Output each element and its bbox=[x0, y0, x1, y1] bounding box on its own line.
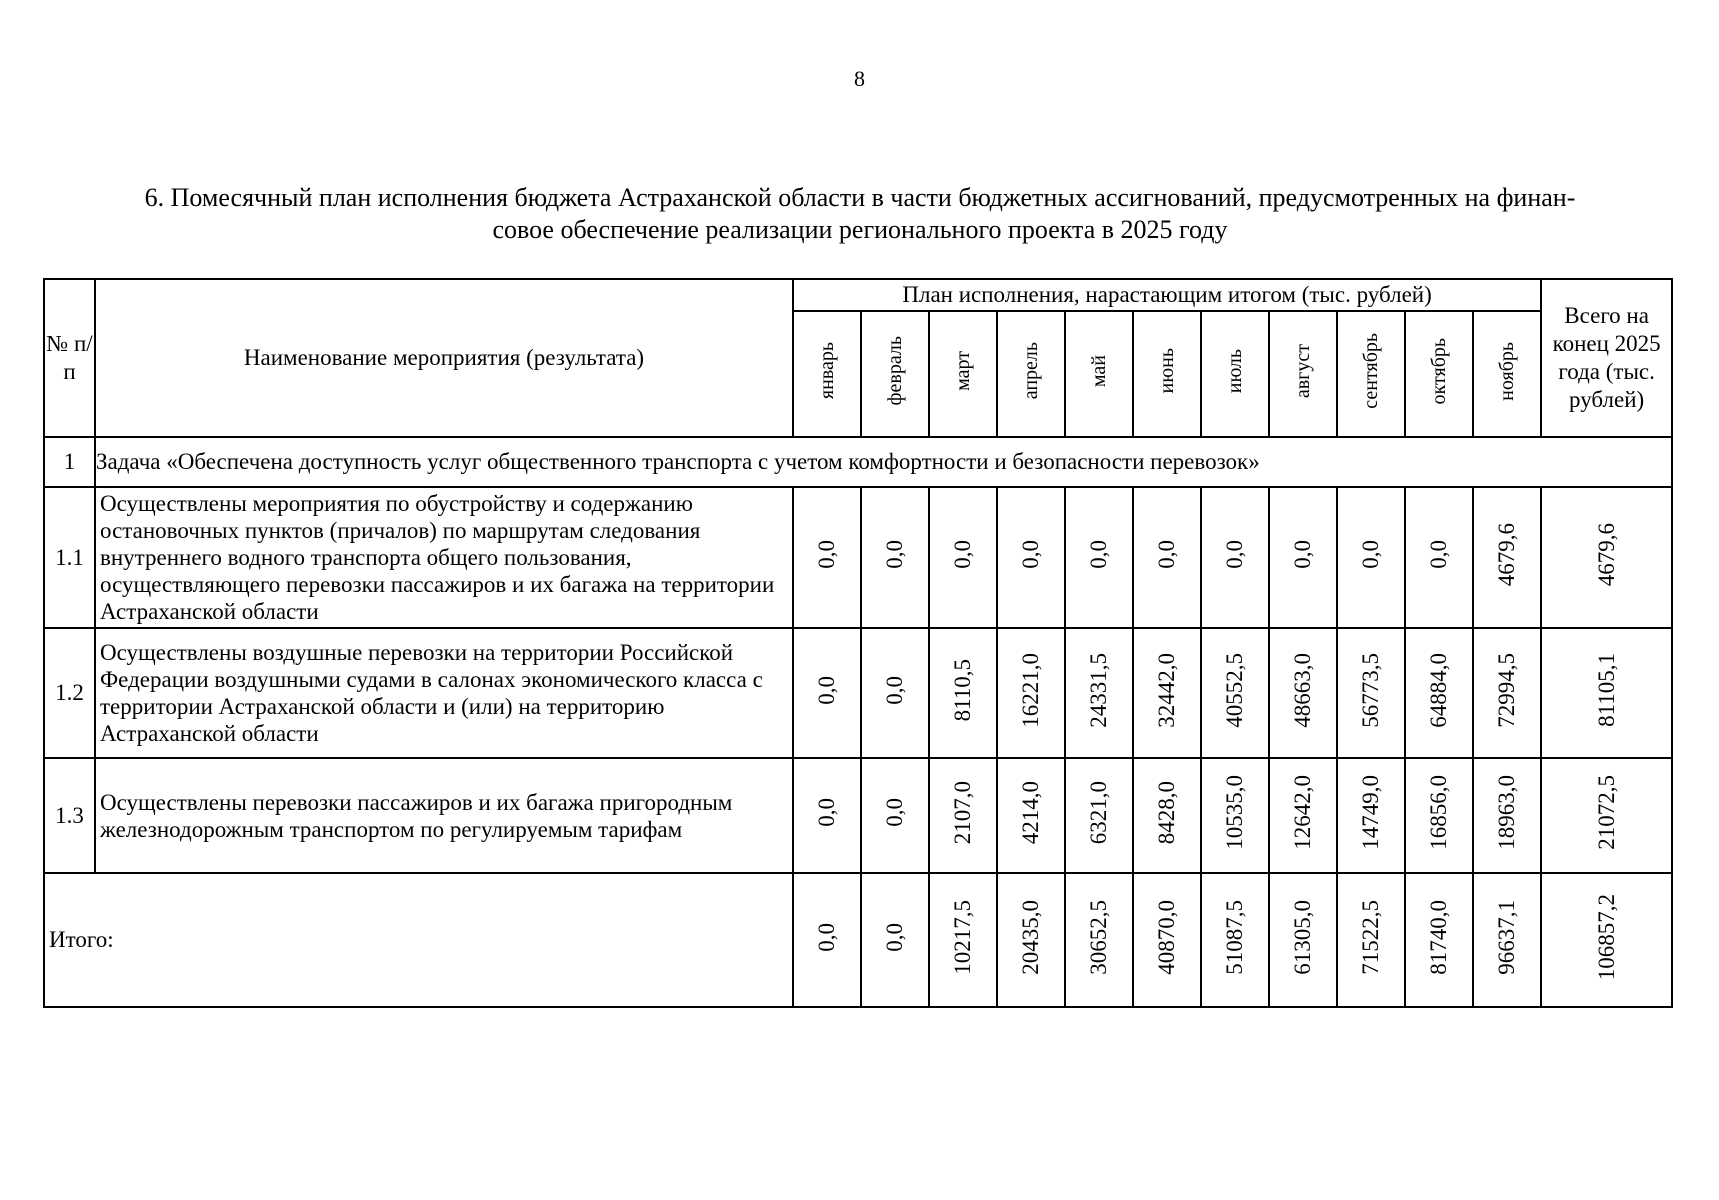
budget-table bbox=[43, 278, 1673, 1008]
value-cell: 14749,0 bbox=[1337, 758, 1405, 873]
month-header: январь bbox=[793, 311, 861, 437]
value-cell: 8110,5 bbox=[929, 628, 997, 758]
value-cell: 16856,0 bbox=[1405, 758, 1473, 873]
value-cell: 18963,0 bbox=[1473, 758, 1541, 873]
row-total: 21072,5 bbox=[1541, 758, 1672, 873]
month-header: июль bbox=[1201, 311, 1269, 437]
header-plan: План исполнения, нарастающим итогом (тыс. рублей) bbox=[793, 279, 1541, 311]
row-name: Осуществлены воздушные перевозки на территории Российской Федерации воздушными судами в салонах экономического класса с территории Астраханской области и (или) на территорию Астраханской области bbox=[95, 628, 793, 758]
month-header: май bbox=[1065, 311, 1133, 437]
row-num: 1.3 bbox=[44, 758, 95, 873]
value-cell: 0,0 bbox=[1201, 487, 1269, 628]
value-cell: 72994,5 bbox=[1473, 628, 1541, 758]
page-number: 8 bbox=[854, 66, 865, 91]
summary-value-cell: 10217,5 bbox=[929, 873, 997, 1007]
summary-value-cell: 0,0 bbox=[861, 873, 929, 1007]
header-total: Всего на конец 2025 года (тыс. рублей) bbox=[1541, 279, 1672, 437]
month-header: август bbox=[1269, 311, 1337, 437]
value-cell: 64884,0 bbox=[1405, 628, 1473, 758]
title-line-1: 6. Помесячный план исполнения бюджета Астраханской области в части бюджетных ассигнований, предусмотренных на финан- bbox=[144, 183, 1576, 212]
row-name: Осуществлены мероприятия по обустройству и содержанию остановочных пунктов (причалов) по маршрутам следования внутреннего водного транспорта общего пользования, осуществляющего перевозки пассажиров и их багажа на территории Астраханской области bbox=[95, 487, 793, 628]
summary-value-cell: 96637,1 bbox=[1473, 873, 1541, 1007]
value-cell: 0,0 bbox=[997, 487, 1065, 628]
value-cell: 0,0 bbox=[1405, 487, 1473, 628]
table-row bbox=[44, 758, 1672, 873]
value-cell: 2107,0 bbox=[929, 758, 997, 873]
summary-label: Итого: bbox=[44, 873, 793, 1007]
value-cell: 0,0 bbox=[1337, 487, 1405, 628]
row-total: 81105,1 bbox=[1541, 628, 1672, 758]
value-cell: 0,0 bbox=[929, 487, 997, 628]
task-num: 1 bbox=[44, 437, 95, 487]
summary-value-cell: 30652,5 bbox=[1065, 873, 1133, 1007]
header-num: № п/п bbox=[44, 279, 95, 437]
value-cell: 48663,0 bbox=[1269, 628, 1337, 758]
row-num: 1.2 bbox=[44, 628, 95, 758]
value-cell: 0,0 bbox=[861, 487, 929, 628]
value-cell: 56773,5 bbox=[1337, 628, 1405, 758]
value-cell: 4214,0 bbox=[997, 758, 1065, 873]
value-cell: 40552,5 bbox=[1201, 628, 1269, 758]
summary-value-cell: 61305,0 bbox=[1269, 873, 1337, 1007]
summary-row bbox=[44, 873, 1672, 1007]
title-line-2: совое обеспечение реализации регионального проекта в 2025 году bbox=[492, 215, 1228, 244]
value-cell: 24331,5 bbox=[1065, 628, 1133, 758]
value-cell: 16221,0 bbox=[997, 628, 1065, 758]
month-header: ноябрь bbox=[1473, 311, 1541, 437]
month-header: март bbox=[929, 311, 997, 437]
month-header: февраль bbox=[861, 311, 929, 437]
value-cell: 0,0 bbox=[793, 487, 861, 628]
value-cell: 10535,0 bbox=[1201, 758, 1269, 873]
task-text: Задача «Обеспечена доступность услуг общественного транспорта с учетом комфортности и безопасности перевозок» bbox=[95, 437, 1672, 487]
value-cell: 0,0 bbox=[861, 628, 929, 758]
value-cell: 12642,0 bbox=[1269, 758, 1337, 873]
summary-value-cell: 51087,5 bbox=[1201, 873, 1269, 1007]
value-cell: 0,0 bbox=[793, 758, 861, 873]
value-cell: 0,0 bbox=[861, 758, 929, 873]
summary-value-cell: 0,0 bbox=[793, 873, 861, 1007]
value-cell: 0,0 bbox=[1065, 487, 1133, 628]
month-header: апрель bbox=[997, 311, 1065, 437]
month-header: октябрь bbox=[1405, 311, 1473, 437]
value-cell: 0,0 bbox=[1133, 487, 1201, 628]
header-row bbox=[44, 279, 1672, 311]
row-num: 1.1 bbox=[44, 487, 95, 628]
table-row bbox=[44, 628, 1672, 758]
page-title bbox=[50, 182, 1670, 246]
value-cell: 6321,0 bbox=[1065, 758, 1133, 873]
summary-value-cell: 71522,5 bbox=[1337, 873, 1405, 1007]
value-cell: 4679,6 bbox=[1473, 487, 1541, 628]
table-row bbox=[44, 487, 1672, 628]
row-total: 4679,6 bbox=[1541, 487, 1672, 628]
summary-value-cell: 20435,0 bbox=[997, 873, 1065, 1007]
summary-value-cell: 81740,0 bbox=[1405, 873, 1473, 1007]
header-name: Наименование мероприятия (результата) bbox=[95, 279, 793, 437]
month-header: июнь bbox=[1133, 311, 1201, 437]
value-cell: 0,0 bbox=[1269, 487, 1337, 628]
value-cell: 32442,0 bbox=[1133, 628, 1201, 758]
value-cell: 8428,0 bbox=[1133, 758, 1201, 873]
value-cell: 0,0 bbox=[793, 628, 861, 758]
month-header: сентябрь bbox=[1337, 311, 1405, 437]
summary-total: 106857,2 bbox=[1541, 873, 1672, 1007]
task-row bbox=[44, 437, 1672, 487]
summary-value-cell: 40870,0 bbox=[1133, 873, 1201, 1007]
row-name: Осуществлены перевозки пассажиров и их багажа пригородным железнодорожным транспортом по регулируемым тарифам bbox=[95, 758, 793, 873]
